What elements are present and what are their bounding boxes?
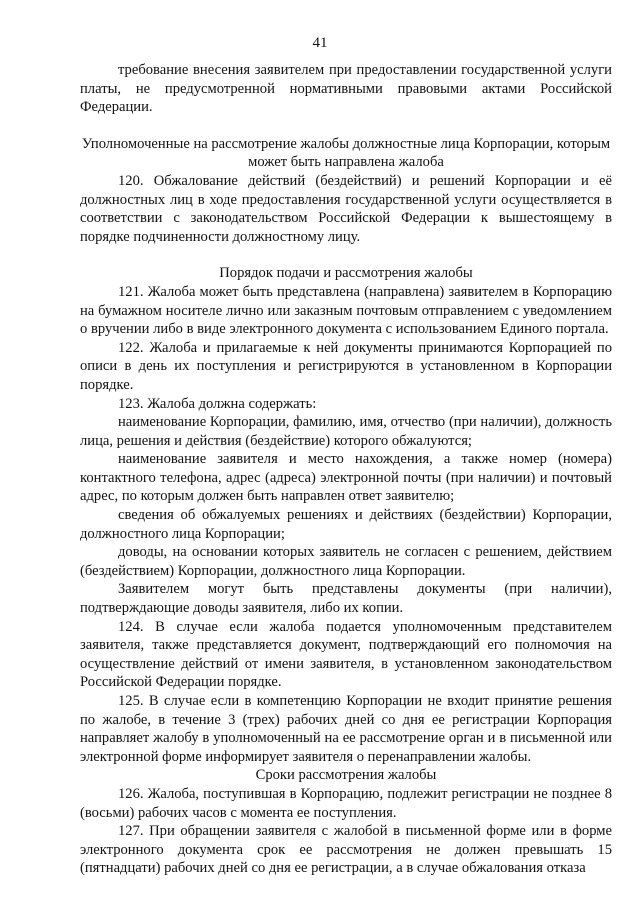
paragraph-127: 127. При обращении заявителя с жалобой в письменной форме или в форме электронного документа срок ее рассмотрения не должен превышать 15 (пятнадцати) рабочих дней со дня ее регистрации, а в случае обжалования отказа (80, 823, 612, 877)
paragraph-123-item-2: наименование заявителя и место нахождения, а также номер (номера) контактного телефона, адрес (адреса) электронной почты (при наличии) и почтовый адрес, по которым должен быть направлен ответ заявителю; (80, 451, 612, 505)
paragraph-123-item-1: наименование Корпорации, фамилию, имя, отчество (при наличии), должность лица, решения и действия (бездействие) которого обжалуются; (80, 414, 612, 449)
paragraph-122: 122. Жалоба и прилагаемые к ней документы принимаются Корпорацией по описи в день их поступления и регистрируются в установленном в Корпорации порядке. (80, 339, 612, 393)
paragraph-126: 126. Жалоба, поступившая в Корпорацию, подлежит регистрации не позднее 8 (восьми) рабочих часов с момента ее поступления. (80, 785, 612, 821)
document-body (80, 61, 612, 878)
paragraph-continuation: требование внесения заявителем при предоставлении государственной услуги платы, не предусмотренной нормативными правовыми актами Российской Федерации. (80, 62, 612, 116)
paragraph-120: 120. Обжалование действий (бездействий) и решений Корпорации и её должностных лиц в ходе предоставления государственной услуги осуществляется в соответствии с законодательством Российской Федерации к вышестоящему в порядке подчиненности должностному лицу. (80, 172, 612, 245)
paragraph-123: 123. Жалоба должна содержать: (118, 395, 317, 412)
paragraph-123-note: Заявителем могут быть представлены документы (при наличии), подтверждающие доводы заявителя, либо их копии. (80, 581, 612, 617)
section-heading-officials: Уполномоченные на рассмотрение жалобы должностные лица Корпорации, которым может быть направлена жалоба (81, 135, 611, 171)
paragraph-125: 125. В случае если в компетенцию Корпорации не входит принятие решения по жалобе, в течение 3 (трех) рабочих дней со дня ее регистрации Корпорация направляет жалобу в уполномоченный на ее рассмотрение орган и в письменной или электронной форме информирует заявителя о перенаправлении жалобы. (80, 693, 612, 765)
paragraph-123-item-3: сведения об обжалуемых решениях и действиях (бездействии) Корпорации, должностного лица Корпорации; (80, 507, 612, 542)
section-heading-procedure: Порядок подачи и рассмотрения жалобы (219, 265, 473, 282)
paragraph-121: 121. Жалоба может быть представлена (направлена) заявителем в Корпорацию на бумажном носителе лично или заказным почтовым отправлением с уведомлением о вручении либо в виде электронного документа с использованием Единого портала. (80, 283, 612, 338)
paragraph-124: 124. В случае если жалоба подается уполномоченным представителем заявителя, также представляется документ, подтверждающий его полномочия на осуществление действий от имени заявителя, в установленном законодательством Российской Федерации порядке. (80, 618, 612, 691)
section-heading-deadlines: Сроки рассмотрения жалобы (255, 767, 437, 784)
paragraph-123-item-4: доводы, на основании которых заявитель не согласен с решением, действием (бездействием) Корпорации, должностного лица Корпорации. (80, 544, 612, 579)
page-number: 41 (312, 35, 328, 51)
